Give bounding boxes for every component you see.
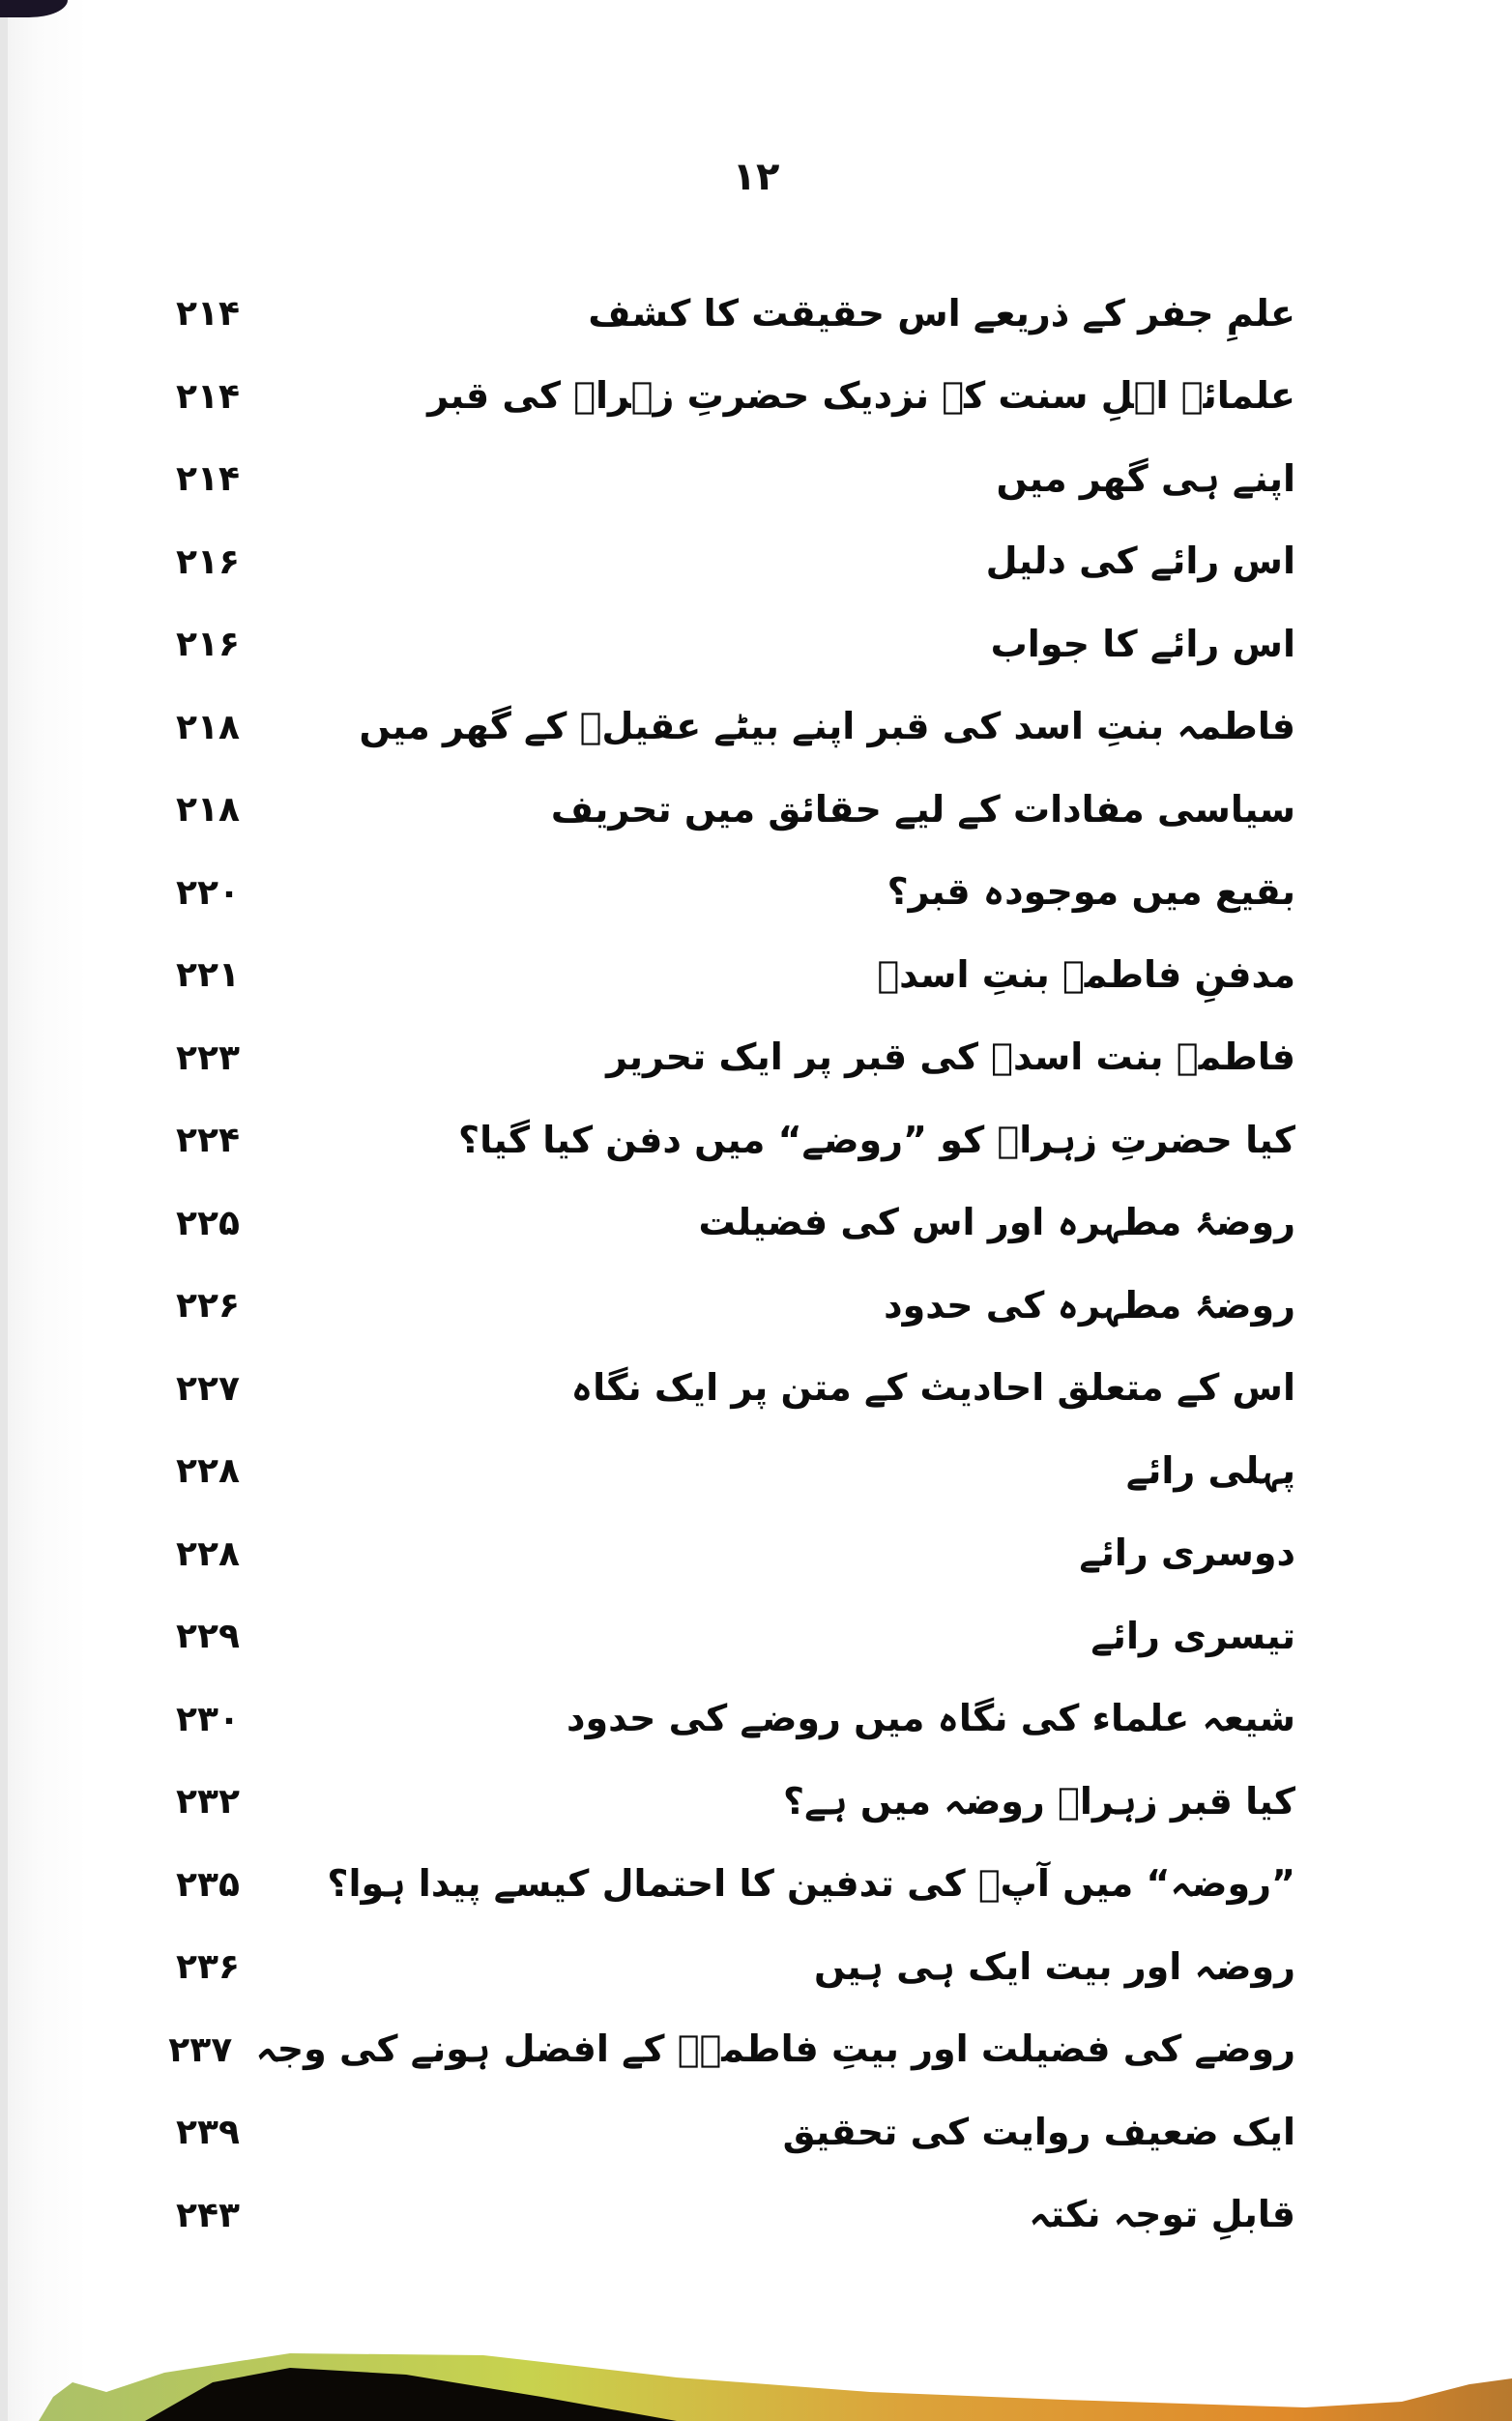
page-gutter-edge xyxy=(0,0,8,2421)
toc-entry xyxy=(145,2174,1295,2258)
toc-entry-title: بقیع میں موجودہ قبر؟ xyxy=(887,870,1295,914)
toc-entry-title: روضہ اور بیت ایک ہی ہیں xyxy=(813,1944,1295,1988)
toc-entry-title: اس رائے کا جواب xyxy=(990,622,1295,665)
toc-entry-page: ۲۳۷ xyxy=(168,2029,233,2070)
toc-entry-page: ۲۴۳ xyxy=(176,2195,240,2235)
toc-entry-title: علمائے اہلِ سنت کے نزدیک حضرتِ زہراؑ کی قبر xyxy=(427,374,1295,418)
toc-entry xyxy=(145,1265,1295,1348)
toc-entry xyxy=(145,1099,1295,1182)
toc-entry xyxy=(145,1761,1295,1844)
toc-entry xyxy=(145,521,1295,604)
toc-entry-title: اس رائے کی دلیل xyxy=(985,540,1295,583)
toc-entry-title: اپنے ہی گھر میں xyxy=(996,456,1295,500)
toc-entry-title: فاطمہ بنت اسدؑ کی قبر پر ایک تحریر xyxy=(606,1035,1295,1079)
toc-entry-page: ۲۲۴ xyxy=(176,1121,240,1161)
toc-entry-title: مدفنِ فاطمہ بنتِ اسدؑ xyxy=(877,952,1295,996)
toc-entry-page: ۲۱۸ xyxy=(176,707,240,747)
toc-entry-page: ۲۱۴ xyxy=(176,376,240,417)
toc-entry xyxy=(145,686,1295,770)
toc-entry-title: ”روضہ“ میں آپؑ کی تدفین کا احتمال کیسے پیدا ہوا؟ xyxy=(327,1862,1295,1906)
toc-entry-title: ایک ضعیف روایت کی تحقیق xyxy=(782,2110,1295,2153)
toc-entry xyxy=(145,2091,1295,2174)
toc-entry-title: کیا قبر زہراؑ روضہ میں ہے؟ xyxy=(783,1779,1295,1823)
toc-entry xyxy=(145,1678,1295,1762)
toc-entry xyxy=(145,2009,1295,2092)
toc-entry-page: ۲۱۶ xyxy=(176,541,240,582)
toc-entry xyxy=(145,1348,1295,1431)
toc-entry xyxy=(145,273,1295,356)
toc-entry-page: ۲۱۴ xyxy=(176,459,240,500)
toc-entry xyxy=(145,1926,1295,2009)
toc-entry-title: روضے کی فضیلت اور بیتِ فاطمہؑ کے افضل ہونے کی وجہ xyxy=(255,2027,1295,2071)
toc-entry-page: ۲۲۹ xyxy=(176,1617,240,1657)
toc-entry-title: تیسری رائے xyxy=(1090,1614,1295,1657)
toc-entry-page: ۲۱۸ xyxy=(176,790,240,831)
table-of-contents xyxy=(145,273,1295,2257)
toc-entry-title: روضۂ مطہرہ کی حدود xyxy=(884,1283,1295,1327)
toc-entry-title: کیا حضرتِ زہراؑ کو ”روضے“ میں دفن کیا گیا؟ xyxy=(458,1118,1295,1161)
toc-entry-page: ۲۲۱ xyxy=(176,955,240,996)
toc-entry xyxy=(145,769,1295,852)
toc-entry-title: فاطمہ بنتِ اسد کی قبر اپنے بیٹے عقیلؑ کے گھر میں xyxy=(359,705,1295,748)
toc-entry-page: ۲۳۶ xyxy=(176,1947,240,1988)
toc-entry xyxy=(145,852,1295,935)
toc-entry-page: ۲۲۰ xyxy=(176,872,240,913)
toc-entry-page: ۲۳۹ xyxy=(176,2113,240,2153)
toc-entry-title: شیعہ علماء کی نگاہ میں روضے کی حدود xyxy=(566,1697,1295,1740)
toc-entry xyxy=(145,1017,1295,1100)
toc-entry xyxy=(145,1430,1295,1513)
toc-entry xyxy=(145,1595,1295,1678)
toc-entry-title: اس کے متعلق احادیث کے متن پر ایک نگاہ xyxy=(570,1366,1295,1410)
toc-entry-page: ۲۳۵ xyxy=(176,1864,240,1905)
toc-entry-page: ۲۳۰ xyxy=(176,1699,240,1739)
page-number: ۱۲ xyxy=(732,155,780,199)
book-cover-edge xyxy=(0,2315,1512,2421)
toc-entry xyxy=(145,356,1295,439)
toc-entry-title: سیاسی مفادات کے لیے حقائق میں تحریف xyxy=(550,787,1295,831)
toc-entry xyxy=(145,1182,1295,1266)
toc-entry-page: ۲۱۶ xyxy=(176,625,240,665)
toc-entry-page: ۲۳۲ xyxy=(176,1782,240,1823)
toc-entry-page: ۲۲۷ xyxy=(176,1368,240,1409)
toc-entry xyxy=(145,603,1295,686)
toc-entry xyxy=(145,438,1295,521)
toc-entry xyxy=(145,934,1295,1017)
toc-entry xyxy=(145,1844,1295,1927)
toc-entry-page: ۲۲۶ xyxy=(176,1286,240,1327)
toc-entry-title: روضۂ مطہرہ اور اس کی فضیلت xyxy=(698,1201,1295,1244)
toc-entry xyxy=(145,1513,1295,1596)
toc-entry-title: دوسری رائے xyxy=(1079,1531,1295,1575)
toc-entry-page: ۲۱۴ xyxy=(176,294,240,335)
toc-entry-title: پہلی رائے xyxy=(1125,1448,1295,1492)
toc-entry-page: ۲۲۳ xyxy=(176,1037,240,1078)
toc-entry-page: ۲۲۸ xyxy=(176,1533,240,1574)
toc-entry-title: علمِ جفر کے ذریعے اس حقیقت کا کشف xyxy=(588,291,1295,335)
toc-entry-page: ۲۲۵ xyxy=(176,1203,240,1243)
binding-corner xyxy=(0,0,68,17)
toc-entry-page: ۲۲۸ xyxy=(176,1451,240,1492)
toc-entry-title: قابلِ توجہ نکتہ xyxy=(1029,2193,1295,2236)
